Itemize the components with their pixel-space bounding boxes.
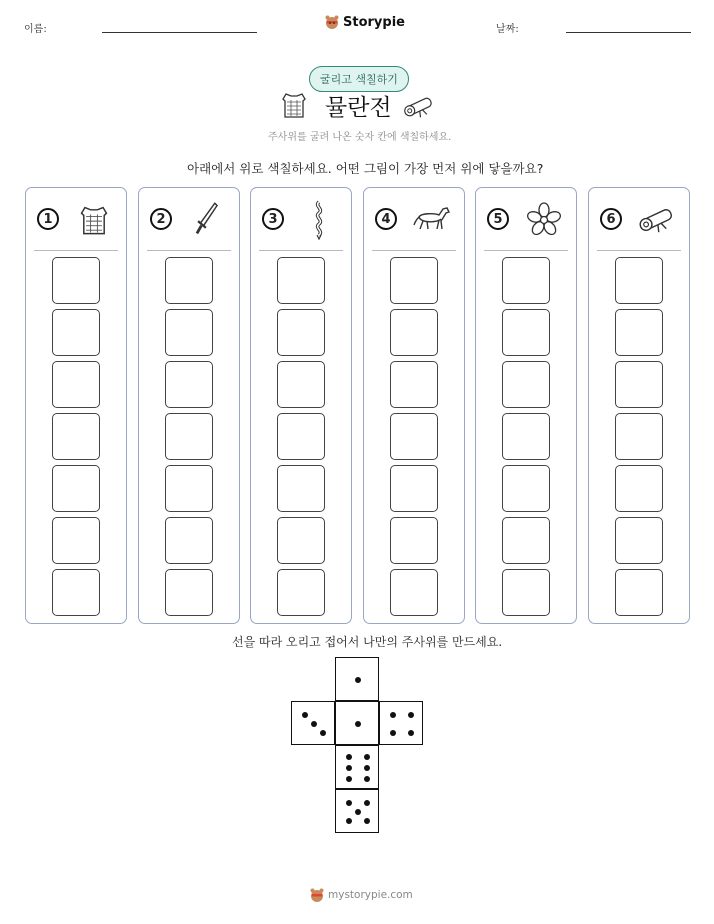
color-box[interactable] bbox=[52, 309, 100, 356]
dice-pip bbox=[364, 776, 370, 782]
footer-url[interactable]: mystorypie.com bbox=[328, 889, 413, 901]
braid-icon bbox=[295, 200, 343, 240]
column-number: 6 bbox=[600, 208, 622, 230]
color-box[interactable] bbox=[165, 309, 213, 356]
color-box[interactable] bbox=[502, 309, 550, 356]
color-box[interactable] bbox=[390, 257, 438, 304]
color-box[interactable] bbox=[615, 257, 663, 304]
column-4 bbox=[363, 187, 465, 624]
color-box[interactable] bbox=[615, 413, 663, 460]
color-box[interactable] bbox=[390, 413, 438, 460]
page-title: 뮬란전 bbox=[325, 95, 392, 121]
color-box[interactable] bbox=[615, 465, 663, 512]
color-box[interactable] bbox=[277, 413, 325, 460]
color-box[interactable] bbox=[277, 309, 325, 356]
color-box[interactable] bbox=[502, 257, 550, 304]
name-line[interactable] bbox=[102, 32, 257, 33]
dice-instruction: 선을 따라 오리고 접어서 나만의 주사위를 만드세요. bbox=[232, 635, 503, 649]
color-box[interactable] bbox=[165, 569, 213, 616]
dice-pip bbox=[355, 809, 361, 815]
color-box[interactable] bbox=[277, 257, 325, 304]
column-divider bbox=[259, 250, 343, 251]
dice-face-3 bbox=[291, 701, 335, 745]
color-box[interactable] bbox=[52, 257, 100, 304]
color-box[interactable] bbox=[52, 361, 100, 408]
horse-icon bbox=[408, 200, 456, 240]
color-box[interactable] bbox=[277, 569, 325, 616]
color-box[interactable] bbox=[502, 465, 550, 512]
dice-pip bbox=[390, 712, 396, 718]
column-1 bbox=[25, 187, 127, 624]
column-5 bbox=[475, 187, 577, 624]
bear-logo-icon bbox=[325, 14, 339, 30]
column-number: 1 bbox=[37, 208, 59, 230]
dice-pip bbox=[302, 712, 308, 718]
bear-logo-icon bbox=[310, 887, 324, 903]
activity-badge: 굴리고 색칠하기 bbox=[309, 66, 409, 92]
scroll-icon bbox=[633, 200, 681, 240]
instruction-text: 아래에서 위로 색칠하세요. 어떤 그림이 가장 먼저 위에 닿을까요? bbox=[187, 161, 544, 176]
name-label: 이름: bbox=[24, 24, 47, 35]
color-box[interactable] bbox=[390, 309, 438, 356]
color-box[interactable] bbox=[165, 517, 213, 564]
color-box[interactable] bbox=[502, 413, 550, 460]
color-box[interactable] bbox=[277, 465, 325, 512]
color-box[interactable] bbox=[615, 309, 663, 356]
brand-name: Storypie bbox=[343, 14, 405, 30]
dice-pip bbox=[408, 730, 414, 736]
armor-icon bbox=[279, 90, 309, 120]
color-box[interactable] bbox=[615, 569, 663, 616]
color-box[interactable] bbox=[165, 413, 213, 460]
column-number: 4 bbox=[375, 208, 397, 230]
column-number: 5 bbox=[487, 208, 509, 230]
dice-pip bbox=[346, 818, 352, 824]
dice-pip bbox=[364, 800, 370, 806]
column-number: 2 bbox=[150, 208, 172, 230]
column-divider bbox=[372, 250, 456, 251]
dice-pip bbox=[346, 754, 352, 760]
color-box[interactable] bbox=[390, 465, 438, 512]
color-box[interactable] bbox=[502, 361, 550, 408]
color-box[interactable] bbox=[390, 361, 438, 408]
column-6 bbox=[588, 187, 690, 624]
color-box[interactable] bbox=[390, 517, 438, 564]
date-label: 날짜: bbox=[496, 24, 519, 35]
color-box[interactable] bbox=[615, 517, 663, 564]
column-divider bbox=[484, 250, 568, 251]
dice-pip bbox=[311, 721, 317, 727]
dice-face-4 bbox=[379, 701, 423, 745]
dice-pip bbox=[346, 765, 352, 771]
color-box[interactable] bbox=[165, 361, 213, 408]
dice-pip bbox=[346, 800, 352, 806]
column-number: 3 bbox=[262, 208, 284, 230]
color-box[interactable] bbox=[277, 517, 325, 564]
column-divider bbox=[597, 250, 681, 251]
color-box[interactable] bbox=[502, 517, 550, 564]
column-divider bbox=[147, 250, 231, 251]
dice-pip bbox=[364, 754, 370, 760]
brand-logo bbox=[325, 14, 405, 30]
color-box[interactable] bbox=[52, 517, 100, 564]
date-line[interactable] bbox=[566, 32, 691, 33]
color-box[interactable] bbox=[615, 361, 663, 408]
column-3 bbox=[250, 187, 352, 624]
color-box[interactable] bbox=[390, 569, 438, 616]
dice-pip bbox=[355, 721, 361, 727]
color-box[interactable] bbox=[52, 569, 100, 616]
dice-pip bbox=[320, 730, 326, 736]
flower-icon bbox=[520, 200, 568, 240]
color-box[interactable] bbox=[165, 257, 213, 304]
dice-pip bbox=[355, 677, 361, 683]
color-box[interactable] bbox=[502, 569, 550, 616]
footer bbox=[310, 887, 413, 903]
column-divider bbox=[34, 250, 118, 251]
color-box[interactable] bbox=[165, 465, 213, 512]
dice-pip bbox=[408, 712, 414, 718]
sword-icon bbox=[183, 200, 231, 240]
column-2 bbox=[138, 187, 240, 624]
dice-face-1 bbox=[335, 657, 379, 701]
color-box[interactable] bbox=[52, 413, 100, 460]
dice-face-6 bbox=[335, 745, 379, 789]
subtitle: 주사위를 굴려 나온 숫자 칸에 색칠하세요. bbox=[268, 132, 452, 143]
dice-pip bbox=[364, 765, 370, 771]
scroll-icon bbox=[402, 95, 436, 119]
dice-face-1 bbox=[335, 701, 379, 745]
dice-pip bbox=[364, 818, 370, 824]
armor-icon bbox=[70, 200, 118, 240]
color-box[interactable] bbox=[277, 361, 325, 408]
dice-pip bbox=[390, 730, 396, 736]
dice-face-5 bbox=[335, 789, 379, 833]
color-box[interactable] bbox=[52, 465, 100, 512]
dice-pip bbox=[346, 776, 352, 782]
